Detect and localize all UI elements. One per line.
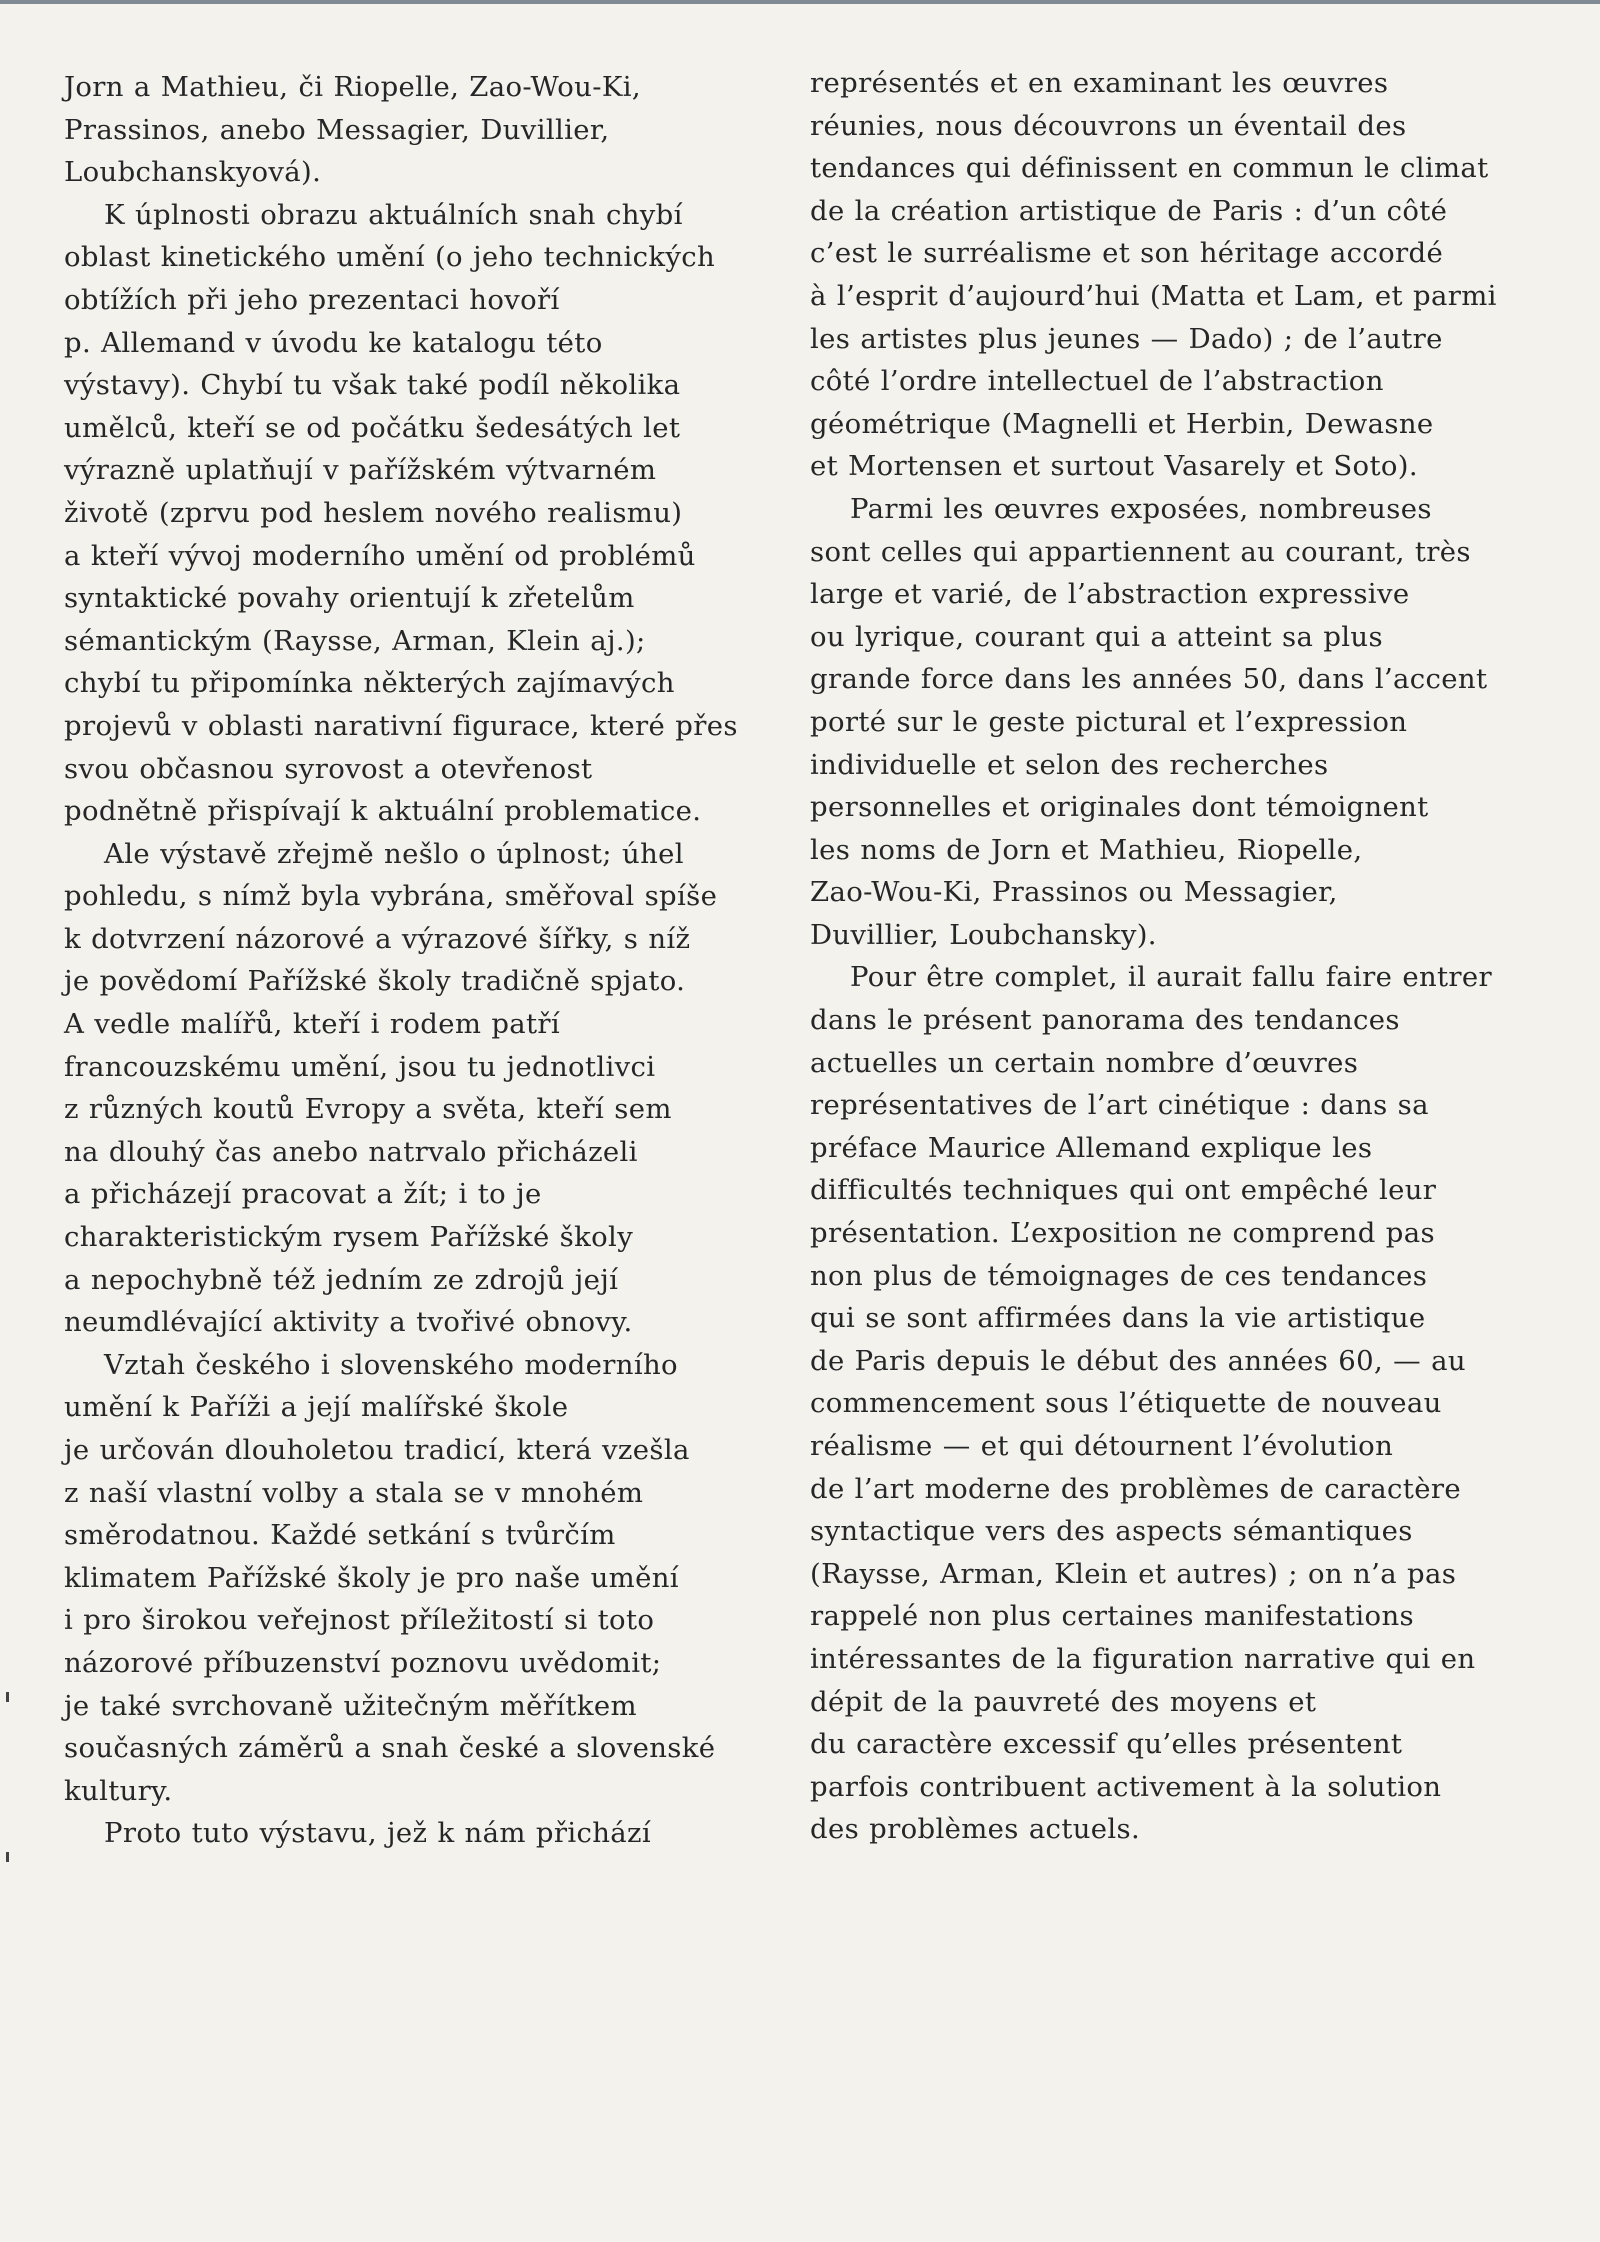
french-text-line: représentés et en examinant les œuvres bbox=[810, 67, 1389, 99]
french-text-line: des problèmes actuels. bbox=[810, 1813, 1141, 1846]
french-text-line: rappelé non plus certaines manifestations bbox=[810, 1600, 1414, 1633]
czech-text-line: z různých koutů Evropy a světa, kteří sem bbox=[64, 1093, 672, 1126]
french-text-line: (Raysse, Arman, Klein et autres) ; on n’a pas bbox=[810, 1557, 1457, 1590]
czech-text-line: p. Allemand v úvodu ke katalogu této bbox=[64, 326, 603, 359]
czech-text-line: z naší vlastní volby a stala se v mnohém bbox=[64, 1476, 644, 1509]
french-text-line: individuelle et selon des recherches bbox=[810, 748, 1329, 781]
czech-text-line: k dotvrzení názorové a výrazové šířky, s níž bbox=[64, 922, 691, 955]
czech-text-line: je určován dlouholetou tradicí, která vzešla bbox=[64, 1434, 690, 1466]
french-text-column bbox=[810, 62, 1530, 1851]
french-text-line: c’est le surréalisme et son héritage accordé bbox=[810, 237, 1444, 270]
french-text-line: tendances qui définissent en commun le climat bbox=[810, 152, 1489, 185]
czech-text-line: směrodatnou. Každé setkání s tvůrčím bbox=[64, 1519, 616, 1552]
french-text-line: de la création artistique de Paris : d’un côté bbox=[810, 194, 1448, 227]
french-text-line: dépit de la pauvreté des moyens et bbox=[810, 1685, 1317, 1718]
french-text-line: commencement sous l’étiquette de nouveau bbox=[810, 1387, 1442, 1420]
czech-text-line: A vedle malířů, kteří i rodem patří bbox=[64, 1008, 561, 1041]
french-text-line: réunies, nous découvrons un éventail des bbox=[810, 109, 1407, 142]
french-text-line: sont celles qui appartiennent au courant, très bbox=[810, 535, 1471, 568]
top-border bbox=[0, 0, 1600, 4]
french-text-line: représentatives de l’art cinétique : dans sa bbox=[810, 1089, 1429, 1122]
czech-text-line: a přicházejí pracovat a žít; i to je bbox=[64, 1178, 542, 1211]
french-text-line: préface Maurice Allemand explique les bbox=[810, 1131, 1373, 1164]
french-text-line: difficultés techniques qui ont empêché leur bbox=[810, 1174, 1437, 1207]
french-text-line: du caractère excessif qu’elles présentent bbox=[810, 1728, 1403, 1761]
czech-text-line: i pro širokou veřejnost příležitostí si toto bbox=[64, 1604, 655, 1637]
french-text-line: parfois contribuent activement à la solution bbox=[810, 1770, 1442, 1803]
czech-text-line: Ale výstavě zřejmě nešlo o úplnost; úhel bbox=[104, 837, 684, 870]
french-text-line: côté l’ordre intellectuel de l’abstraction bbox=[810, 365, 1384, 398]
czech-text-line: výstavy). Chybí tu však také podíl několika bbox=[64, 369, 681, 402]
french-text-line: porté sur le geste pictural et l’expression bbox=[810, 705, 1408, 738]
czech-text-line: projevů v oblasti narativní figurace, které přes bbox=[64, 709, 738, 742]
czech-text-line: na dlouhý čas anebo natrvalo přicházeli bbox=[64, 1135, 638, 1168]
czech-text-line: chybí tu připomínka některých zajímavých bbox=[64, 667, 675, 700]
czech-text-line: umělců, kteří se od počátku šedesátých let bbox=[64, 411, 681, 444]
french-text-line: les artistes plus jeunes — Dado) ; de l’autre bbox=[810, 322, 1443, 355]
czech-text-line: Vztah českého i slovenského moderního bbox=[104, 1348, 678, 1381]
czech-text-line: pohledu, s nímž byla vybrána, směřoval spíše bbox=[64, 880, 718, 913]
czech-text-line: je povědomí Pařížské školy tradičně spjato. bbox=[64, 965, 686, 998]
french-text-line: à l’esprit d’aujourd’hui (Matta et Lam, et parmi bbox=[810, 279, 1497, 312]
czech-text-line: názorové příbuzenství poznovu uvědomit; bbox=[64, 1646, 662, 1679]
czech-text-line: K úplnosti obrazu aktuálních snah chybí bbox=[104, 198, 683, 231]
czech-text-line: neumdlévající aktivity a tvořivé obnovy. bbox=[64, 1306, 633, 1339]
czech-text-line: Proto tuto výstavu, jež k nám přichází bbox=[104, 1817, 652, 1850]
french-text-line: réalisme — et qui détournent l’évolution bbox=[810, 1430, 1394, 1462]
czech-text-line: podnětně přispívají k aktuální problematice. bbox=[64, 795, 702, 828]
french-text-line: Parmi les œuvres exposées, nombreuses bbox=[850, 492, 1432, 525]
french-text-line: de Paris depuis le début des années 60, — au bbox=[810, 1344, 1466, 1377]
french-text-line: présentation. L’exposition ne comprend pas bbox=[810, 1217, 1435, 1250]
czech-text-line: kultury. bbox=[64, 1774, 173, 1807]
french-text-line: non plus de témoignages de ces tendances bbox=[810, 1259, 1428, 1292]
czech-text-line: obtížích při jeho prezentaci hovoří bbox=[64, 283, 560, 316]
french-text-line: de l’art moderne des problèmes de caractère bbox=[810, 1472, 1461, 1505]
czech-text-line: Jorn a Mathieu, či Riopelle, Zao-Wou-Ki, bbox=[64, 71, 642, 103]
czech-text-line: umění k Paříži a její malířské škole bbox=[64, 1391, 569, 1424]
czech-text-line: a nepochybně též jedním ze zdrojů její bbox=[64, 1263, 619, 1296]
french-text-line: les noms de Jorn et Mathieu, Riopelle, bbox=[810, 833, 1363, 866]
french-text-line: large et varié, de l’abstraction expressive bbox=[810, 578, 1410, 611]
czech-text-line: Prassinos, anebo Messagier, Duvillier, bbox=[64, 113, 610, 146]
french-text-line: Pour être complet, il aurait fallu faire entrer bbox=[850, 961, 1493, 994]
french-text-line: Duvillier, Loubchansky). bbox=[810, 918, 1157, 951]
czech-text-line: charakteristickým rysem Pařížské školy bbox=[64, 1221, 634, 1254]
french-text-line: Zao-Wou-Ki, Prassinos ou Messagier, bbox=[810, 876, 1338, 909]
czech-text-line: oblast kinetického umění (o jeho technických bbox=[64, 241, 716, 274]
french-text-line: et Mortensen et surtout Vasarely et Soto). bbox=[810, 450, 1418, 483]
french-text-line: syntactique vers des aspects sémantiques bbox=[810, 1515, 1413, 1548]
french-text-line: grande force dans les années 50, dans l’accent bbox=[810, 663, 1488, 696]
french-text-line: géométrique (Magnelli et Herbin, Dewasne bbox=[810, 407, 1434, 440]
czech-text-column bbox=[64, 66, 784, 1855]
czech-text-line: francouzskému umění, jsou tu jednotlivci bbox=[64, 1050, 656, 1083]
czech-text-line: klimatem Pařížské školy je pro naše umění bbox=[64, 1561, 679, 1594]
french-text-line: personnelles et originales dont témoignent bbox=[810, 791, 1429, 824]
french-text-line: ou lyrique, courant qui a atteint sa plus bbox=[810, 620, 1383, 653]
french-text-line: actuelles un certain nombre d’œuvres bbox=[810, 1046, 1359, 1079]
french-text-line: dans le présent panorama des tendances bbox=[810, 1004, 1400, 1037]
french-text-line: qui se sont affirmées dans la vie artistique bbox=[810, 1302, 1426, 1335]
margin-mark bbox=[6, 1692, 9, 1702]
czech-text-line: životě (zprvu pod heslem nového realismu) bbox=[64, 496, 683, 529]
czech-text-line: je také svrchovaně užitečným měřítkem bbox=[64, 1689, 637, 1722]
margin-mark bbox=[6, 1852, 9, 1862]
czech-text-line: současných záměrů a snah české a slovenské bbox=[64, 1732, 716, 1765]
czech-text-line: výrazně uplatňují v pařížském výtvarném bbox=[64, 454, 657, 487]
french-text-line: intéressantes de la figuration narrative qui en bbox=[810, 1642, 1476, 1675]
czech-text-line: a kteří vývoj moderního umění od problémů bbox=[64, 539, 696, 572]
czech-text-line: sémantickým (Raysse, Arman, Klein aj.); bbox=[64, 624, 646, 657]
czech-text-line: svou občasnou syrovost a otevřenost bbox=[64, 752, 593, 785]
czech-text-line: syntaktické povahy orientují k zřetelům bbox=[64, 582, 635, 615]
czech-text-line: Loubchanskyová). bbox=[64, 156, 322, 189]
